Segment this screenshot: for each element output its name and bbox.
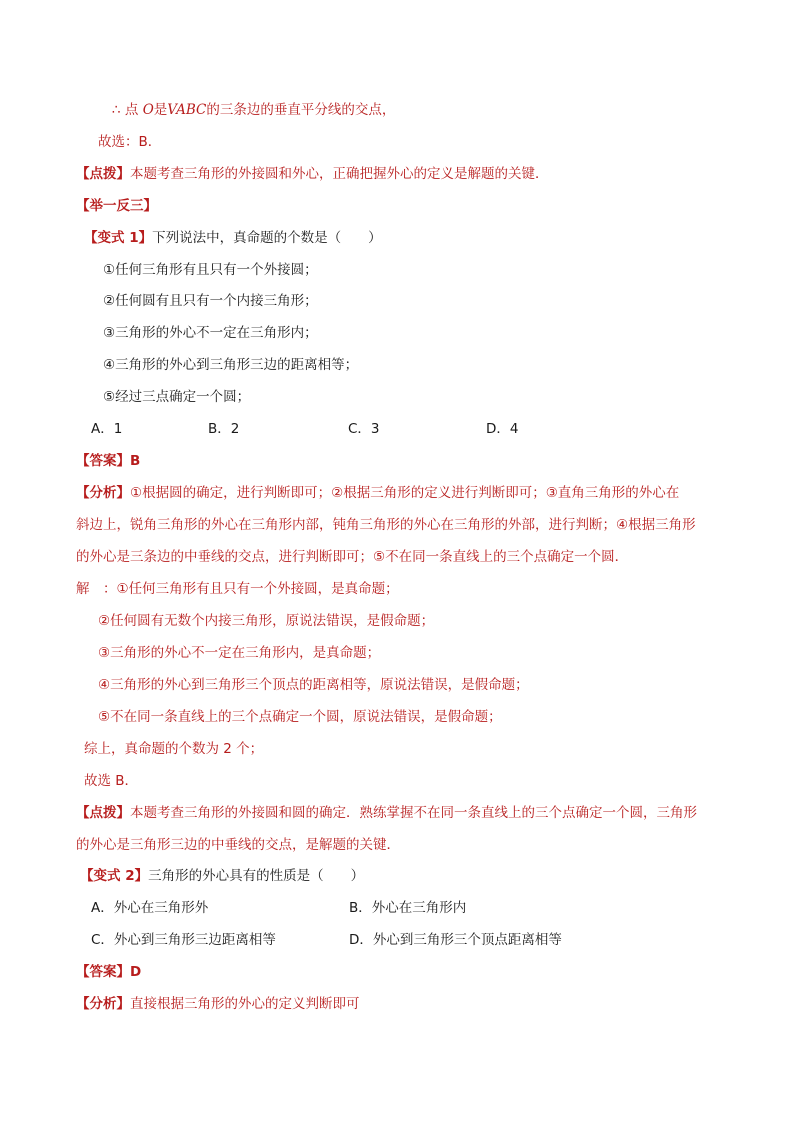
section-title: 【举一反三】 <box>76 198 157 214</box>
v1-analysis-line <box>76 483 679 503</box>
v2-answer: D <box>130 964 142 980</box>
v1-option-c: C．3 <box>348 421 380 437</box>
v1-statement: ④三角形的外心到三角形三边的距离相等； <box>103 357 359 373</box>
v1-answer-line <box>76 451 140 471</box>
v1-solution-text: ⑤不在同一条直线上的三个点确定一个圆，原说法错误，是假命题； <box>98 709 502 725</box>
v1-tip-tag: 【点拨】 <box>76 805 130 821</box>
v1-solution-text: ①任何三角形有且只有一个外接圆，是真命题； <box>116 581 399 597</box>
point-o: O <box>142 102 154 118</box>
v1-summary: 综上，真命题的个数为 2 个； <box>84 741 264 757</box>
v1-answer: B <box>130 453 141 469</box>
v2-option-d: D．外心到三角形三个顶点距离相等 <box>349 932 562 948</box>
prev-choose: 故选：B． <box>98 134 162 150</box>
v1-solution-line <box>76 579 399 599</box>
v1-tip-text: 本题考查三角形的外接圆和圆的确定．熟练掌握不在同一条直线上的三个点确定一个圆，三角形 <box>130 805 697 821</box>
prev-tip <box>76 164 549 184</box>
v1-choose: 故选 B． <box>84 773 139 789</box>
therefore-mid: 是 <box>153 102 168 118</box>
v1-solution-text: ④三角形的外心到三角形三个顶点的距离相等，原说法错误，是假命题； <box>98 677 529 693</box>
v1-question: 下列说法中，真命题的个数是（ ） <box>152 230 382 246</box>
v1-option-b: B．2 <box>208 421 240 437</box>
v1-statement: ⑤经过三点确定一个圆； <box>103 389 251 405</box>
v2-analysis-line <box>76 994 360 1014</box>
v2-question: 三角形的外心具有的性质是（ ） <box>148 868 365 884</box>
v1-solution-label: 解 ： <box>76 581 117 597</box>
v1-analysis-tag: 【分析】 <box>76 485 130 501</box>
prev-tip-tag: 【点拨】 <box>76 166 130 182</box>
prev-tip-text: 本题考查三角形的外接圆和外心，正确把握外心的定义是解题的关键． <box>130 166 549 182</box>
v2-analysis-tag: 【分析】 <box>76 996 130 1012</box>
therefore-prefix: 点 <box>124 102 139 118</box>
v1-option-d: D．4 <box>486 421 519 437</box>
v1-statement: ③三角形的外心不一定在三角形内； <box>103 325 318 341</box>
v2-analysis-text: 直接根据三角形的外心的定义判断即可 <box>130 996 360 1012</box>
v2-tag: 【变式 2】 <box>80 868 149 884</box>
v2-option-b: B．外心在三角形内 <box>349 900 467 916</box>
v1-statement: ①任何三角形有且只有一个外接圆； <box>103 262 318 278</box>
v1-solution-text: ②任何圆有无数个内接三角形，原说法错误，是假命题； <box>98 613 435 629</box>
v1-analysis-text: 的外心是三条边的中垂线的交点，进行判断即可；⑤不在同一条直线上的三个点确定一个圆． <box>76 549 629 565</box>
therefore-symbol: ∴ <box>112 102 121 118</box>
v1-analysis-text: ①根据圆的确定，进行判断即可；②根据三角形的定义进行判断即可；③直角三角形的外心在 <box>130 485 680 501</box>
v1-tip-text: 的外心是三角形三边的中垂线的交点，是解题的关键． <box>76 837 400 853</box>
v2-option-a: A．外心在三角形外 <box>91 900 209 916</box>
v2-option-c: C．外心到三角形三边距离相等 <box>91 932 276 948</box>
v1-option-a: A．1 <box>91 421 123 437</box>
triangle-abc: VABC <box>167 102 207 118</box>
v1-solution-text: ③三角形的外心不一定在三角形内，是真命题； <box>98 645 381 661</box>
v1-answer-tag: 【答案】 <box>76 453 130 469</box>
v1-tag: 【变式 1】 <box>84 230 153 246</box>
v1-statement: ②任何圆有且只有一个内接三角形； <box>103 293 318 309</box>
therefore-suffix: 的三条边的垂直平分线的交点， <box>206 102 396 118</box>
v2-answer-line <box>76 962 141 982</box>
v1-question-line <box>84 228 382 248</box>
v2-question-line <box>80 866 364 886</box>
v1-tip-line <box>76 803 697 823</box>
v2-answer-tag: 【答案】 <box>76 964 130 980</box>
therefore-line <box>112 100 395 120</box>
v1-analysis-text: 斜边上，锐角三角形的外心在三角形内部，钝角三角形的外心在三角形的外部，进行判断；④根据三角形 <box>76 517 696 533</box>
